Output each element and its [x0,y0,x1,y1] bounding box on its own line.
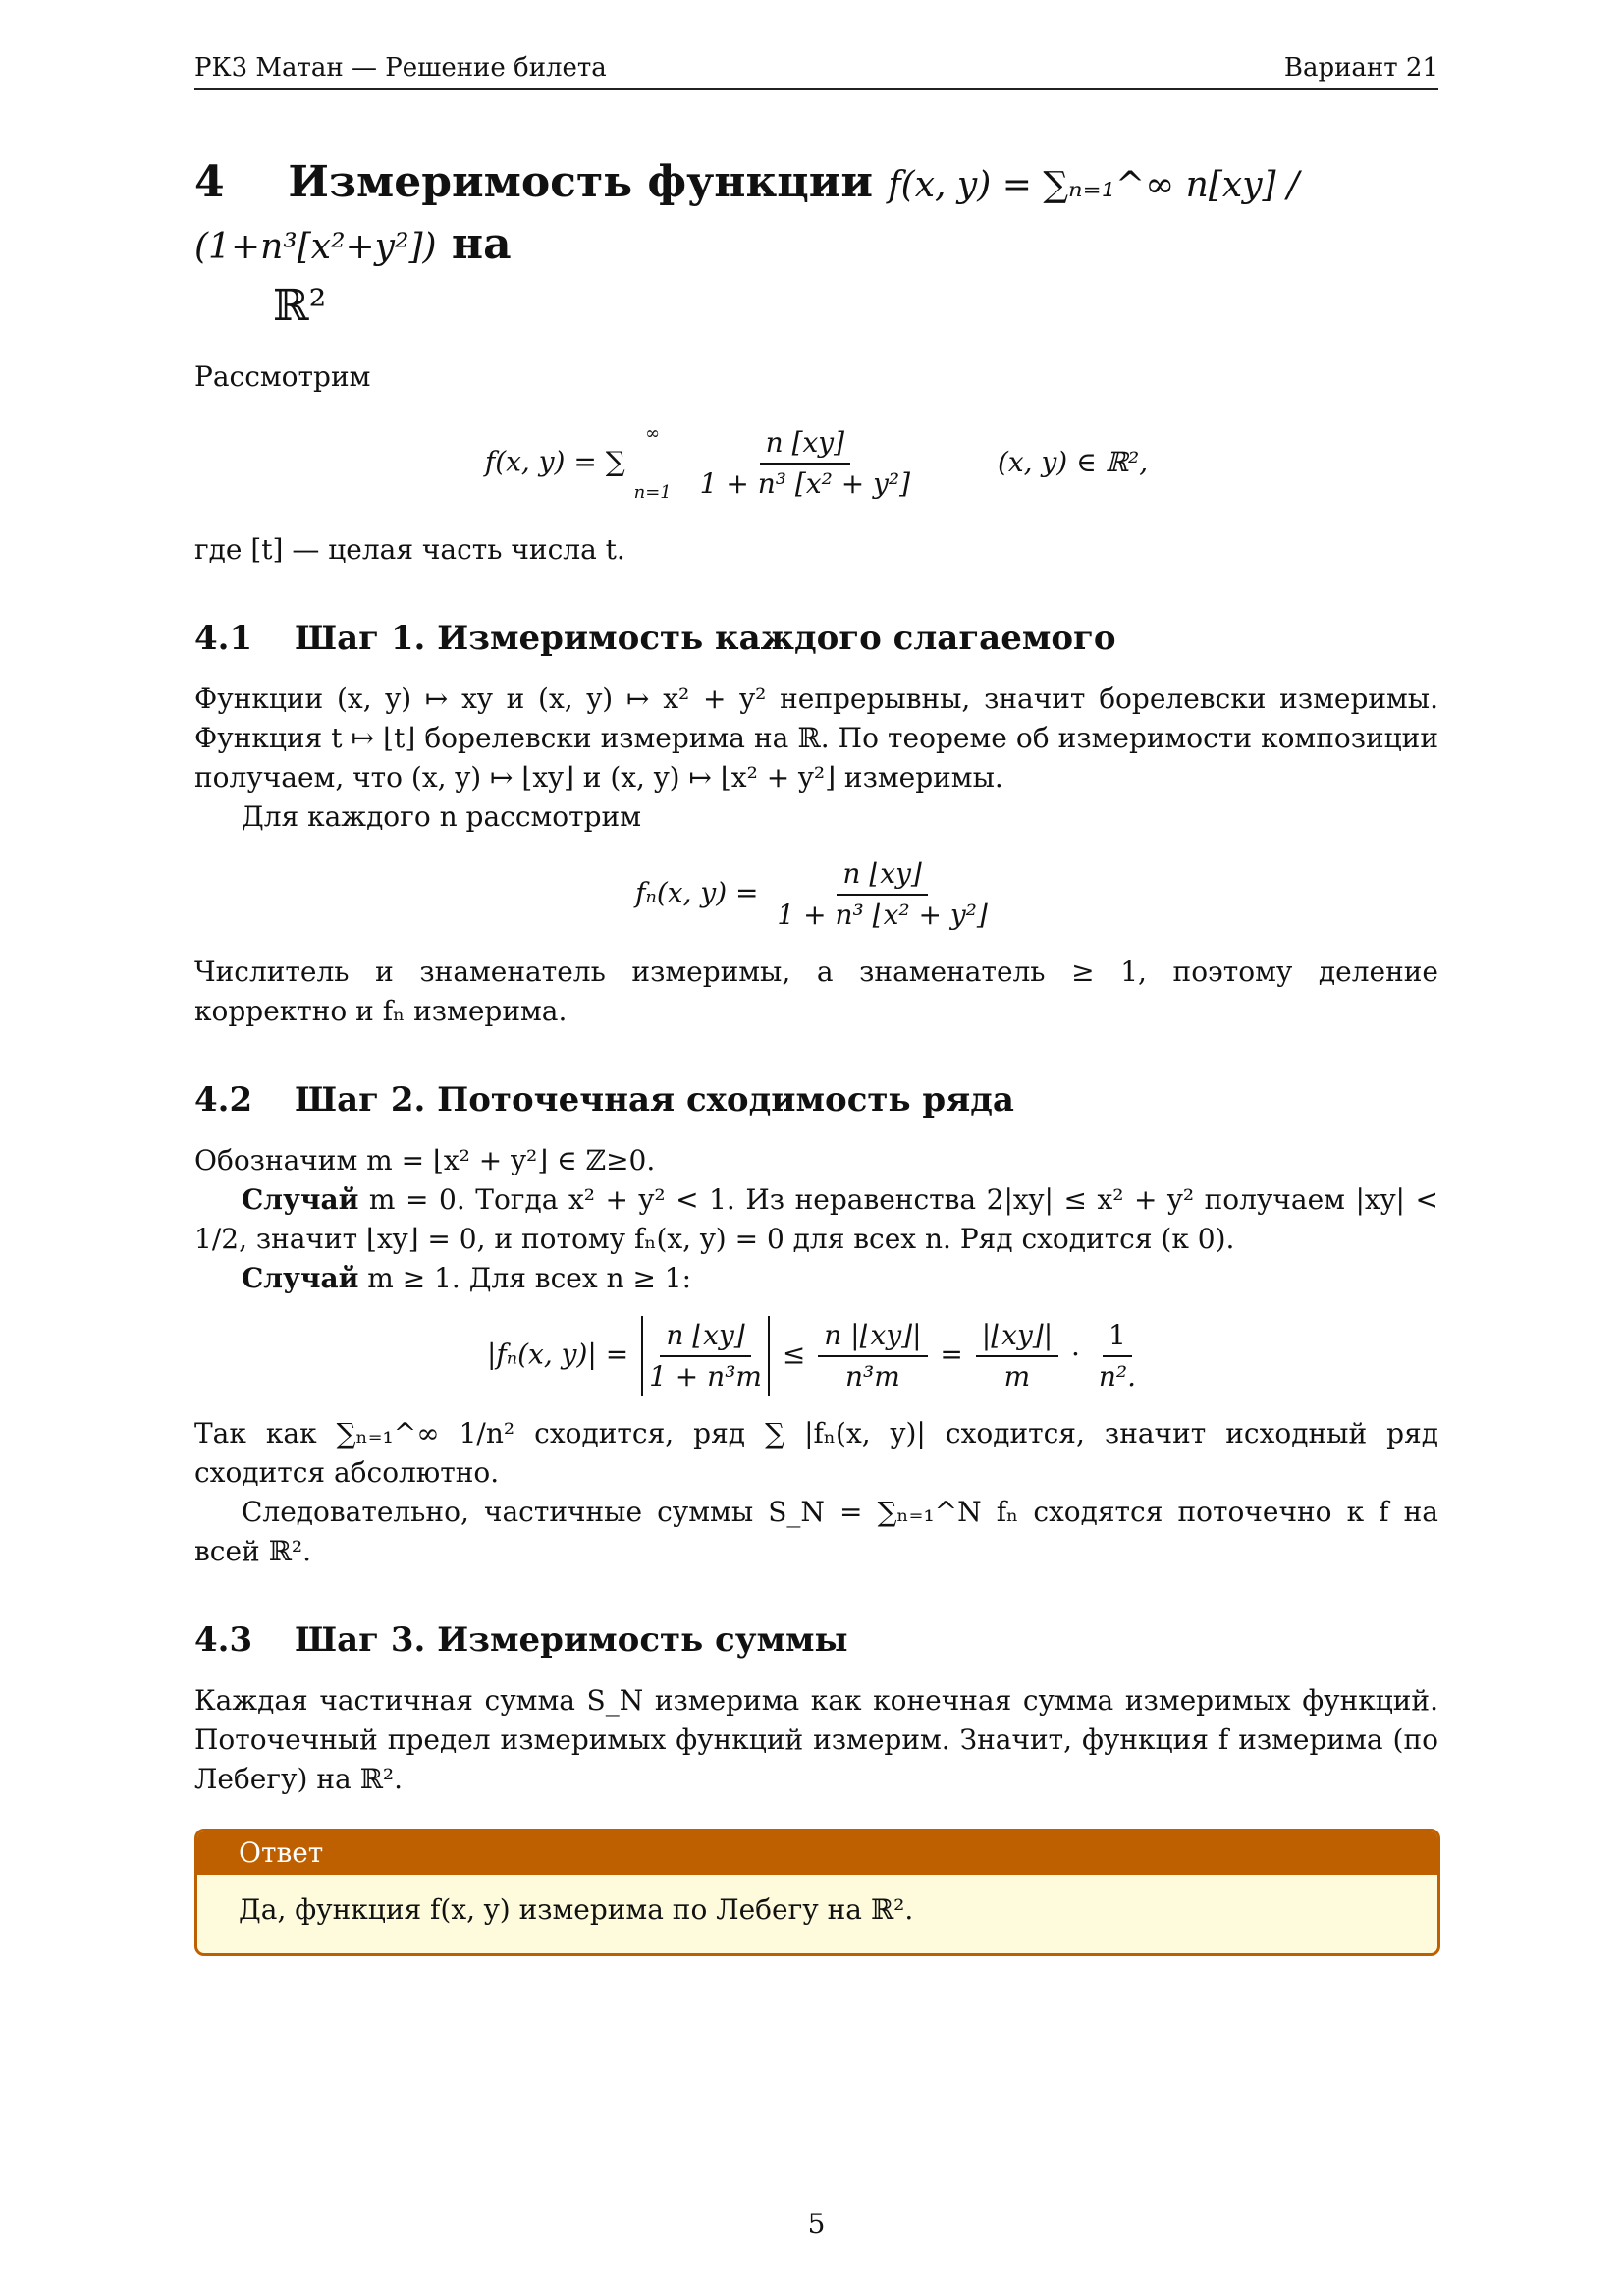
section-title-formula: f(x, y) = ∑ₙ₌₁^∞ n[xy] / (1+n³[x²+y²]) [194,165,1300,267]
step3-paragraph-1: Каждая частичная сумма S_N измерима как конечная сумма измеримых функций. Поточечный предел измеримых функций измерим. Значит, функция f измерима (по Лебегу) на ℝ². [194,1684,1438,1795]
f4-numerator: 1 [1103,1316,1132,1357]
step1-number: 4.1 [194,619,253,658]
f4-denominator: n². [1098,1360,1137,1393]
sum-lower-limit: n=1 [633,482,672,503]
case1-text: m = 0. Тогда x² + y² < 1. Из неравенства 2|xy| ≤ x² + y² получаем |xy| < 1/2, значит ⌊xy⌋ = 0, и потому fₙ(x, y) = 0 для всех n. Ряд сходится (к 0). [194,1183,1438,1255]
step1-title: Шаг 1. Измеримость каждого слагаемого [295,619,1116,658]
step1-paragraph-1: Функции (x, y) ↦ xy и (x, y) ↦ x² + y² непрерывны, значит борелевски измеримы. Функция t ↦ ⌊t⌋ борелевски измерима на ℝ. По теореме об измеримости композиции получаем, что (x, y) ↦ ⌊xy⌋ и (x, y) ↦ ⌊x² + y²⌋ измеримы. [194,683,1438,793]
running-header [194,51,1438,84]
step1-fraction [771,854,993,935]
case2-text: m ≥ 1. Для всех n ≥ 1: [367,1262,692,1294]
sum-upper-limit: ∞ [645,423,661,444]
document-page [194,0,1438,2015]
step2-eq-lhs: |fₙ(x, y)| = [486,1338,629,1371]
intro-lead: Рассмотрим [194,360,371,393]
case1-label: Случай [242,1183,359,1216]
step2-title: Шаг 2. Поточечная сходимость ряда [295,1080,1014,1120]
section-title [194,153,1438,336]
step2-paragraph-1: Обозначим m = ⌊x² + y²⌋ ∈ ℤ≥0. [194,1144,656,1176]
step2-fraction-4 [1093,1316,1142,1396]
step2-paragraph-3: Следовательно, частичные суммы S_N = ∑ₙ₌₁^N fₙ сходятся поточечно к f на всей ℝ². [194,1496,1438,1567]
header-left: РК3 Матан — Решение билета [194,53,607,82]
step1-paragraph-3: Числитель и знаменатель измеримы, а знаменатель ≥ 1, поэтому деление корректно и fₙ измерима. [194,956,1438,1027]
page-number: 5 [807,2208,826,2240]
step2-case-1 [194,1180,1438,1259]
f2-numerator: n |⌊xy⌋| [818,1316,927,1357]
step3-title: Шаг 3. Измеримость суммы [295,1620,848,1660]
op-leq: ≤ [782,1338,806,1371]
intro-note: где [t] — целая часть числа t. [194,533,625,566]
step2-paragraph-2: Так как ∑ₙ₌₁^∞ 1/n² сходится, ряд ∑ |fₙ(x, y)| сходится, значит исходный ряд сходится абсолютно. [194,1417,1438,1489]
step2-fraction-1 [641,1316,770,1396]
intro-domain: (x, y) ∈ ℝ², [997,445,1149,478]
f1-denominator: 1 + n³m [649,1360,762,1393]
step2-fraction-2 [818,1316,927,1396]
f3-numerator: |⌊xy⌋| [976,1316,1058,1357]
step1-eq-lhs: fₙ(x, y) = [635,876,759,909]
step3-number: 4.3 [194,1620,253,1660]
section-title-text: Измеримость функции [288,157,874,207]
op-eq: = [940,1338,963,1371]
f2-denominator: n³m [844,1360,900,1393]
f1-numerator: n ⌊xy⌋ [660,1316,750,1357]
header-right: Вариант 21 [1283,53,1438,82]
intro-fraction [694,423,916,504]
intro-equation [194,414,1438,513]
step1-numerator: n ⌊xy⌋ [837,854,927,896]
step1-paragraph-2: Для каждого n рассмотрим [242,800,641,833]
step1-equation [194,854,1438,935]
intro-denominator: 1 + n³ [x² + y²] [699,467,911,500]
answer-title: Ответ [197,1831,1437,1875]
answer-box [194,1829,1440,1956]
step2-number: 4.2 [194,1080,253,1120]
intro-numerator: n [xy] [760,423,850,465]
step2-fraction-3 [976,1316,1058,1396]
step2-case-2 [194,1259,1438,1298]
step2-heading [194,1078,1438,1121]
step2-equation [194,1316,1438,1396]
step1-denominator: 1 + n³ ⌊x² + y²⌋ [777,899,988,931]
answer-text: Да, функция f(x, y) измерима по Лебегу на ℝ². [239,1893,914,1926]
section-title-suffix: на [451,219,512,269]
op-dot: · [1071,1338,1080,1371]
intro-sum-limits [628,414,677,513]
header-rule [194,88,1438,90]
section-number: 4 [194,157,225,207]
f3-denominator: m [1003,1360,1031,1393]
section-title-line2: ℝ² [273,281,327,331]
intro-eq-lhs: f(x, y) = ∑ [484,445,625,478]
step1-heading [194,617,1438,660]
step3-heading [194,1618,1438,1662]
case2-label: Случай [242,1262,359,1294]
